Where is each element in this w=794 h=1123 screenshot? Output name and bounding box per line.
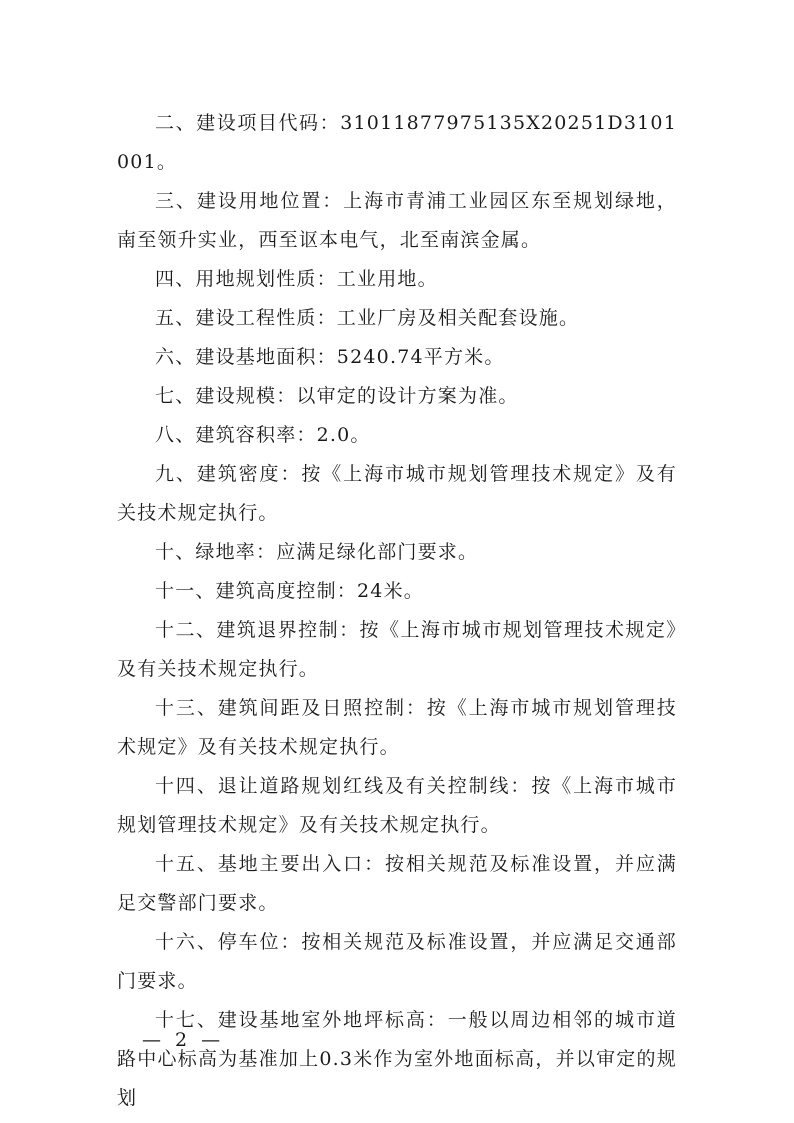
paragraph-project-code: 二、建设项目代码：31011877975135X20251D3101001。 <box>117 112 677 173</box>
paragraph-parking: 十六、停车位：按相关规范及标准设置，并应满足交通部门要求。 <box>117 931 677 992</box>
paragraph-green-ratio: 十、绿地率：应满足绿化部门要求。 <box>155 541 479 563</box>
paragraph-land-use: 四、用地规划性质：工业用地。 <box>155 268 438 290</box>
paragraph-building-density: 九、建筑密度：按《上海市城市规划管理技术规定》及有关技术规定执行。 <box>117 463 677 524</box>
paragraph-land-location: 三、建设用地位置：上海市青浦工业园区东至规划绿地，南至领升实业，西至讴本电气，北至南滨金属。 <box>117 190 677 251</box>
paragraph-site-area: 六、建设基地面积：5240.74平方米。 <box>155 346 505 368</box>
paragraph-ground-elevation: 十七、建设基地室外地坪标高：一般以周边相邻的城市道路中心标高为基准加上0.3米作为室外地面标高，并以审定的规划 <box>117 1009 677 1109</box>
paragraph-height-control: 十一、建筑高度控制：24米。 <box>155 580 424 602</box>
page-number: — 2 — <box>142 1029 225 1051</box>
paragraph-scale: 七、建设规模：以审定的设计方案为准。 <box>155 385 519 407</box>
paragraph-spacing-sunlight: 十三、建筑间距及日照控制：按《上海市城市规划管理技术规定》及有关技术规定执行。 <box>117 697 677 758</box>
paragraph-road-red-line: 十四、退让道路规划红线及有关控制线：按《上海市城市规划管理技术规定》及有关技术规定执行。 <box>117 775 677 836</box>
paragraph-project-nature: 五、建设工程性质：工业厂房及相关配套设施。 <box>155 307 580 329</box>
paragraph-plot-ratio: 八、建筑容积率：2.0。 <box>155 424 371 446</box>
paragraph-main-entrance: 十五、基地主要出入口：按相关规范及标准设置，并应满足交警部门要求。 <box>117 853 677 914</box>
paragraph-setback-control: 十二、建筑退界控制：按《上海市城市规划管理技术规定》及有关技术规定执行。 <box>117 619 677 680</box>
document-body <box>117 104 677 1118</box>
